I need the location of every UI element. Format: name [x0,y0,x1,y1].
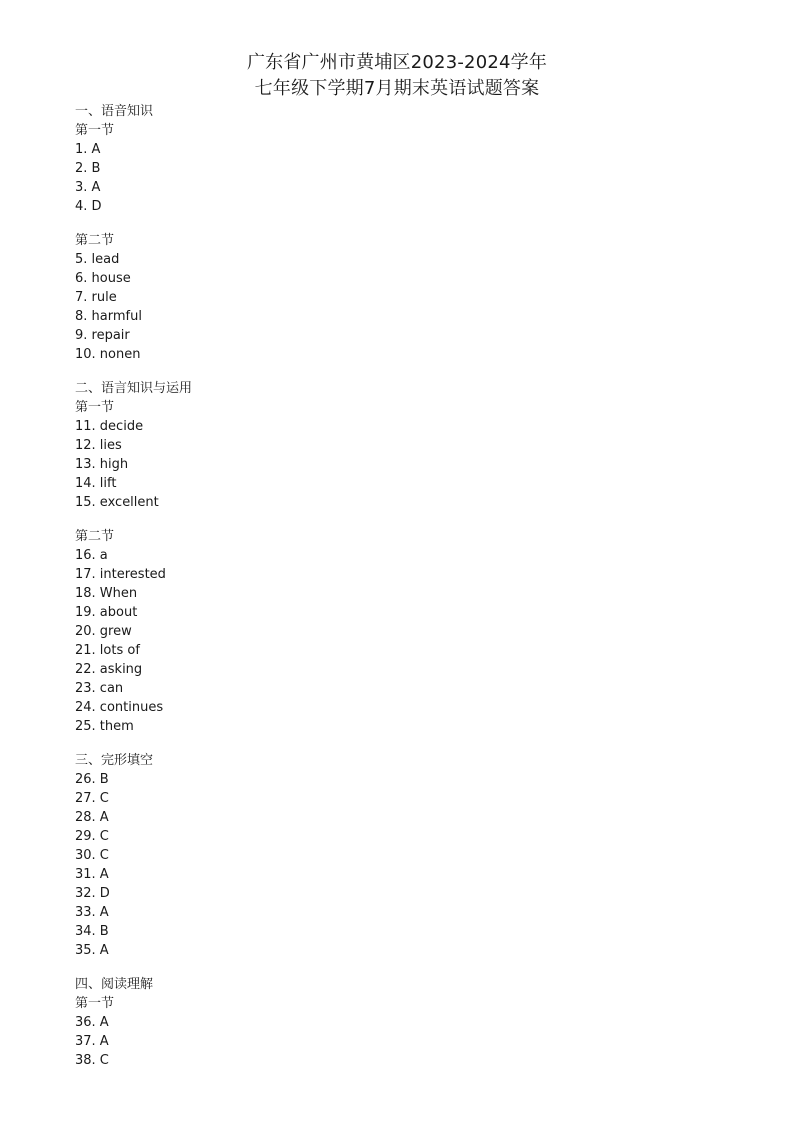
answer-item: 18. When [75,586,138,601]
answer-item: 24. continues [75,700,164,715]
answer-item: 12. lies [75,438,122,453]
spacer [75,216,725,231]
answer-item: 29. C [75,829,109,844]
answer-item: 36. A [75,1015,109,1030]
answer-item: 5. lead [75,252,120,267]
answer-item: 17. interested [75,567,166,582]
part-label: 第一节 [75,996,115,1011]
answer-item: 3. A [75,180,101,195]
answer-item: 38. C [75,1053,109,1068]
answer-item: 23. can [75,681,124,696]
spacer [75,736,725,751]
answer-item: 32. D [75,886,110,901]
answer-item: 31. A [75,867,109,882]
answer-item: 27. C [75,791,109,806]
answer-item: 35. A [75,943,109,958]
part-label: 第一节 [75,123,115,138]
answer-item: 13. high [75,457,129,472]
answer-item: 21. lots of [75,643,140,658]
section-heading: 二、语言知识与运用 [75,381,193,396]
section-heading: 三、完形填空 [75,753,154,768]
document-title-line1: 广东省广州市黄埔区2023-2024学年 [246,52,548,73]
answer-item: 4. D [75,199,102,214]
answer-item: 20. grew [75,624,132,639]
spacer [75,512,725,527]
spacer [75,960,725,975]
answer-item: 22. asking [75,662,143,677]
answer-item: 16. a [75,548,108,563]
answer-content [75,102,725,1070]
answer-item: 30. C [75,848,109,863]
answer-item: 14. lift [75,476,117,491]
answer-item: 8. harmful [75,309,142,324]
answer-item: 26. B [75,772,109,787]
answer-item: 9. repair [75,328,130,343]
spacer [75,364,725,379]
document-title-line2: 七年级下学期7月期末英语试题答案 [254,78,540,99]
section-heading: 四、阅读理解 [75,977,154,992]
answer-item: 33. A [75,905,109,920]
answer-item: 15. excellent [75,495,159,510]
answer-item: 6. house [75,271,131,286]
answer-item: 34. B [75,924,109,939]
section-heading: 一、语音知识 [75,104,154,119]
answer-item: 11. decide [75,419,144,434]
answer-item: 37. A [75,1034,109,1049]
answer-item: 7. rule [75,290,117,305]
answer-item: 10. nonen [75,347,141,362]
part-label: 第一节 [75,400,115,415]
answer-item: 19. about [75,605,138,620]
part-label: 第二节 [75,529,115,544]
part-label: 第二节 [75,233,115,248]
answer-item: 25. them [75,719,134,734]
answer-item: 28. A [75,810,109,825]
answer-item: 1. A [75,142,101,157]
answer-item: 2. B [75,161,101,176]
